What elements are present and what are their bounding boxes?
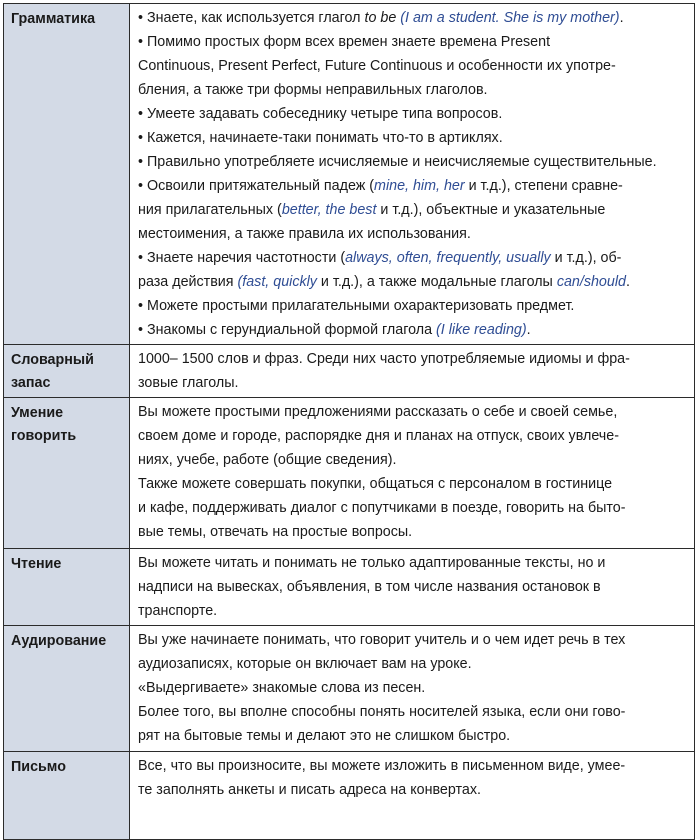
description-line: [138, 496, 688, 520]
english-example: (I like reading): [436, 322, 527, 338]
text-segment: вые темы, отвечать на простые вопросы.: [138, 524, 413, 540]
text-segment: • Можете простыми прилагательными охарактеризовать предмет.: [138, 298, 574, 314]
text-segment: и т.д.), степени сравне-: [464, 178, 623, 194]
description-line: [138, 575, 688, 599]
text-segment: • Помимо простых форм всех времен знаете времена Present: [138, 34, 550, 50]
description-line: [138, 174, 688, 198]
skill-label-line: Письмо: [11, 759, 66, 775]
english-example: (I am a student. She is my mother): [400, 10, 620, 26]
text-segment: аудиозаписях, которые он включает вам на уроке.: [138, 656, 472, 672]
text-segment: Вы можете читать и понимать не только адаптированные тексты, но и: [138, 555, 606, 571]
skill-label: [4, 345, 130, 398]
text-segment: Также можете совершать покупки, общаться с персоналом в гостинице: [138, 476, 613, 492]
skill-label-line: Грамматика: [11, 11, 96, 27]
description-line: [138, 347, 688, 371]
text-segment: «Выдергиваете» знакомые слова из песен.: [138, 680, 426, 696]
skill-label: [4, 549, 130, 626]
text-segment: транспорте.: [138, 603, 218, 619]
skill-description: [130, 752, 695, 840]
skill-label-line: Чтение: [11, 556, 62, 572]
text-segment: бления, а также три формы неправильных глаголов.: [138, 82, 488, 98]
description-line: [138, 102, 688, 126]
description-line: [138, 754, 688, 778]
description-line: [138, 78, 688, 102]
description-line: [138, 222, 688, 246]
description-line: [138, 599, 688, 623]
text-segment: .: [619, 10, 624, 26]
skill-label-line: Аудирование: [11, 633, 107, 649]
text-segment: • Правильно употребляете исчисляемые и неисчисляемые существительные.: [138, 154, 657, 170]
text-segment: зовые глаголы.: [138, 375, 239, 391]
description-line: [138, 294, 688, 318]
text-segment: • Умеете задавать собеседнику четыре типа вопросов.: [138, 106, 502, 122]
text-segment: рят на бытовые темы и делают это не слишком быстро.: [138, 728, 511, 744]
english-example: better, the best: [281, 202, 377, 218]
skill-label-line: Словарный: [11, 352, 94, 368]
text-segment: • Знаете, как используется глагол: [138, 10, 364, 26]
text-segment: и кафе, поддерживать диалог с попутчиками в поезде, говорить на быто-: [138, 500, 626, 516]
text-segment: надписи на вывесках, объявления, в том числе названия остановок в: [138, 579, 601, 595]
skill-label: [4, 626, 130, 752]
skill-label: [4, 4, 130, 345]
description-line: [138, 424, 688, 448]
text-segment: .: [526, 322, 531, 338]
text-segment: • Знакомы с герундиальной формой глагола: [138, 322, 436, 338]
text-segment: местоимения, а также правила их использования.: [138, 226, 471, 242]
description-line: [138, 246, 688, 270]
description-line: [138, 30, 688, 54]
description-line: [138, 724, 688, 748]
description-line: [138, 54, 688, 78]
english-example: mine, him, her: [374, 178, 465, 194]
description-line: [138, 778, 688, 802]
text-segment: те заполнять анкеты и писать адреса на конвертах.: [138, 782, 481, 798]
skill-label-line: Умение: [11, 405, 64, 421]
text-segment: Вы уже начинаете понимать, что говорит учитель и о чем идет речь в тех: [138, 632, 626, 648]
description-line: [138, 126, 688, 150]
text-segment: Continuous, Present Perfect, Future Continuous и особенности их употре-: [138, 58, 616, 74]
description-line: [138, 628, 688, 652]
description-line: [138, 520, 688, 544]
description-line: [138, 270, 688, 294]
text-segment: Более того, вы вполне способны понять носителей языка, если они гово-: [138, 704, 626, 720]
text-segment: своем доме и городе, распорядке дня и планах на отпуск, своих увлече-: [138, 428, 619, 444]
skill-description: [130, 549, 695, 626]
description-line: [138, 6, 688, 30]
skill-row: [4, 549, 695, 626]
text-segment: .: [625, 274, 630, 290]
text-segment: и т.д.), объектные и указательные: [376, 202, 606, 218]
text-segment: Вы можете простыми предложениями рассказать о себе и своей семье,: [138, 404, 618, 420]
text-segment: и т.д.), об-: [550, 250, 622, 266]
text-segment: и т.д.), а также модальные глаголы: [316, 274, 557, 290]
text-segment: • Знаете наречия частотности (: [138, 250, 345, 266]
description-line: [138, 371, 688, 395]
description-line: [138, 318, 688, 342]
skill-row: [4, 345, 695, 398]
text-segment: to be: [364, 10, 397, 26]
skill-row: [4, 4, 695, 345]
description-line: [138, 652, 688, 676]
text-segment: Все, что вы произносите, вы можете изложить в письменном виде, умее-: [138, 758, 626, 774]
skill-label-line: говорить: [11, 428, 77, 444]
skill-row: [4, 398, 695, 549]
text-segment: • Кажется, начинаете-таки понимать что-то в артиклях.: [138, 130, 503, 146]
skills-table-body: [4, 4, 695, 840]
text-segment: 1000– 1500 слов и фраз. Среди них часто употребляемые идиомы и фра-: [138, 351, 630, 367]
description-line: [138, 551, 688, 575]
description-line: [138, 400, 688, 424]
english-example: always, often, frequently, usually: [345, 250, 551, 266]
skills-table: [3, 3, 695, 840]
description-line: [138, 448, 688, 472]
english-example: (fast, quickly: [237, 274, 317, 290]
skill-row: [4, 752, 695, 840]
skill-label: [4, 398, 130, 549]
text-segment: раза действия: [138, 274, 238, 290]
description-line: [138, 472, 688, 496]
english-example: can/should: [556, 274, 626, 290]
description-line: [138, 700, 688, 724]
text-segment: ниях, учебе, работе (общие сведения).: [138, 452, 397, 468]
description-line: [138, 198, 688, 222]
skill-description: [130, 398, 695, 549]
text-segment: ния прилагательных (: [138, 202, 282, 218]
text-segment: • Освоили притяжательный падеж (: [138, 178, 374, 194]
description-line: [138, 676, 688, 700]
skill-row: [4, 626, 695, 752]
description-line: [138, 150, 688, 174]
skill-label: [4, 752, 130, 840]
skill-description: [130, 626, 695, 752]
skill-label-line: запас: [11, 375, 51, 391]
skill-description: [130, 345, 695, 398]
skill-description: [130, 4, 695, 345]
